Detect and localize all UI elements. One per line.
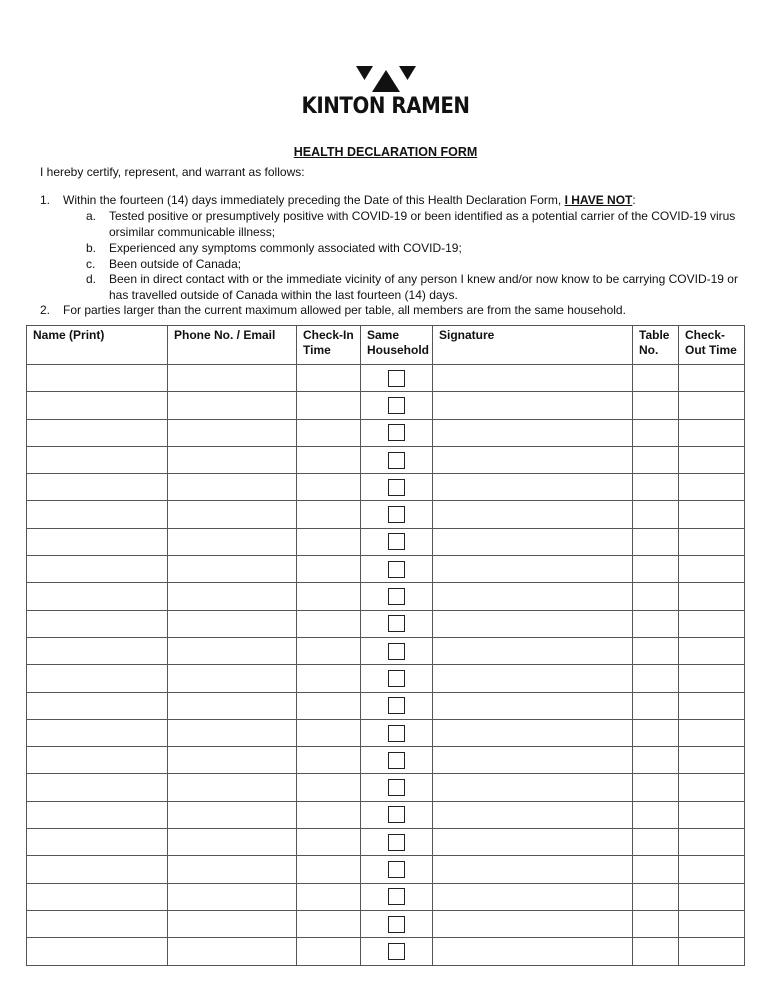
same-household-cell[interactable] — [361, 583, 433, 610]
check-out-cell[interactable] — [679, 938, 745, 965]
phone-email-cell[interactable] — [168, 528, 297, 555]
check-out-cell[interactable] — [679, 719, 745, 746]
same-household-cell[interactable] — [361, 747, 433, 774]
signature-cell[interactable] — [433, 474, 633, 501]
check-in-cell[interactable] — [297, 583, 361, 610]
same-household-checkbox[interactable] — [388, 615, 405, 632]
table-row — [27, 774, 745, 801]
table-no-cell[interactable] — [633, 856, 679, 883]
kinton-logo-icon — [0, 66, 771, 92]
signature-cell[interactable] — [433, 556, 633, 583]
same-household-cell[interactable] — [361, 856, 433, 883]
same-household-cell[interactable] — [361, 774, 433, 801]
subitem-d-line-1: Been in direct contact with or the immediate vicinity of any person I knew and/or now know to be carrying COVID-19 or — [109, 272, 738, 286]
check-in-cell[interactable] — [297, 474, 361, 501]
name-cell[interactable] — [27, 938, 168, 965]
same-household-cell[interactable] — [361, 556, 433, 583]
table-no-cell[interactable] — [633, 938, 679, 965]
item-2-text: For parties larger than the current maximum allowed per table, all members are from the same household. — [63, 303, 626, 317]
table-body — [27, 365, 745, 966]
name-cell[interactable] — [27, 719, 168, 746]
check-out-cell[interactable] — [679, 637, 745, 664]
phone-email-cell[interactable] — [168, 556, 297, 583]
header-check-out-time: Check- Out Time — [679, 326, 745, 365]
table-row — [27, 583, 745, 610]
phone-email-cell[interactable] — [168, 365, 297, 392]
check-in-cell[interactable] — [297, 501, 361, 528]
table-no-cell[interactable] — [633, 910, 679, 937]
phone-email-cell[interactable] — [168, 801, 297, 828]
item-1-emphasis: I HAVE NOT — [564, 193, 633, 207]
table-row — [27, 528, 745, 555]
phone-email-cell[interactable] — [168, 856, 297, 883]
name-cell[interactable] — [27, 692, 168, 719]
name-cell[interactable] — [27, 583, 168, 610]
check-out-cell[interactable] — [679, 801, 745, 828]
check-out-cell[interactable] — [679, 774, 745, 801]
signature-cell[interactable] — [433, 610, 633, 637]
intro-text: I hereby certify, represent, and warrant as follows: — [40, 165, 305, 179]
check-in-cell[interactable] — [297, 637, 361, 664]
table-row — [27, 392, 745, 419]
check-in-cell[interactable] — [297, 856, 361, 883]
same-household-checkbox[interactable] — [388, 779, 405, 796]
same-household-cell[interactable] — [361, 474, 433, 501]
same-household-checkbox[interactable] — [388, 725, 405, 742]
signature-cell[interactable] — [433, 883, 633, 910]
header-table-no: Table No. — [633, 326, 679, 365]
name-cell[interactable] — [27, 829, 168, 856]
signature-cell[interactable] — [433, 665, 633, 692]
table-row — [27, 556, 745, 583]
phone-email-cell[interactable] — [168, 665, 297, 692]
same-household-cell[interactable] — [361, 501, 433, 528]
check-out-cell[interactable] — [679, 474, 745, 501]
check-in-cell[interactable] — [297, 528, 361, 555]
table-row — [27, 419, 745, 446]
item-1-number: 1. — [40, 193, 51, 207]
check-out-cell[interactable] — [679, 665, 745, 692]
same-household-checkbox[interactable] — [388, 697, 405, 714]
phone-email-cell[interactable] — [168, 610, 297, 637]
phone-email-cell[interactable] — [168, 419, 297, 446]
table-no-cell[interactable] — [633, 446, 679, 473]
signature-cell[interactable] — [433, 938, 633, 965]
table-no-cell[interactable] — [633, 501, 679, 528]
item-1-text: Within the fourteen (14) days immediately preceding the Date of this Health Declaration Form, I HAVE NOT: — [63, 193, 636, 207]
subitem-c-line-1: Been outside of Canada; — [109, 257, 242, 271]
check-in-cell[interactable] — [297, 747, 361, 774]
signature-cell[interactable] — [433, 501, 633, 528]
subitem-d-letter: d. — [86, 272, 97, 286]
table-row — [27, 801, 745, 828]
check-out-cell[interactable] — [679, 583, 745, 610]
check-in-cell[interactable] — [297, 938, 361, 965]
name-cell[interactable] — [27, 365, 168, 392]
same-household-cell[interactable] — [361, 801, 433, 828]
check-out-cell[interactable] — [679, 528, 745, 555]
same-household-cell[interactable] — [361, 637, 433, 664]
phone-email-cell[interactable] — [168, 747, 297, 774]
check-out-cell[interactable] — [679, 419, 745, 446]
header-signature: Signature — [433, 326, 633, 365]
table-row — [27, 938, 745, 965]
same-household-checkbox[interactable] — [388, 561, 405, 578]
name-cell[interactable] — [27, 665, 168, 692]
signature-cell[interactable] — [433, 637, 633, 664]
same-household-checkbox[interactable] — [388, 916, 405, 933]
name-cell[interactable] — [27, 801, 168, 828]
signature-cell[interactable] — [433, 910, 633, 937]
same-household-cell[interactable] — [361, 692, 433, 719]
signature-cell[interactable] — [433, 856, 633, 883]
name-cell[interactable] — [27, 856, 168, 883]
table-row — [27, 856, 745, 883]
same-household-cell[interactable] — [361, 829, 433, 856]
same-household-checkbox[interactable] — [388, 588, 405, 605]
table-no-cell[interactable] — [633, 719, 679, 746]
check-in-cell[interactable] — [297, 883, 361, 910]
same-household-cell[interactable] — [361, 610, 433, 637]
table-no-cell[interactable] — [633, 747, 679, 774]
same-household-checkbox[interactable] — [388, 888, 405, 905]
same-household-checkbox[interactable] — [388, 424, 405, 441]
phone-email-cell[interactable] — [168, 719, 297, 746]
table-no-cell[interactable] — [633, 610, 679, 637]
subitem-a-line-1: Tested positive or presumptively positive with COVID-19 or been identified as a potential carrier of the COVID-19 virus — [109, 209, 736, 223]
check-out-cell[interactable] — [679, 829, 745, 856]
phone-email-cell[interactable] — [168, 829, 297, 856]
same-household-checkbox[interactable] — [388, 752, 405, 769]
check-in-cell[interactable] — [297, 365, 361, 392]
header-name: Name (Print) — [27, 326, 168, 365]
header-same-household: Same Household — [361, 326, 433, 365]
subitem-b-line-1: Experienced any symptoms commonly associated with COVID-19; — [109, 241, 462, 255]
check-in-cell[interactable] — [297, 910, 361, 937]
table-row — [27, 883, 745, 910]
form-title: HEALTH DECLARATION FORM — [293, 145, 478, 159]
same-household-checkbox[interactable] — [388, 397, 405, 414]
check-out-cell[interactable] — [679, 365, 745, 392]
table-no-cell[interactable] — [633, 883, 679, 910]
same-household-checkbox[interactable] — [388, 861, 405, 878]
signature-cell[interactable] — [433, 528, 633, 555]
table-no-cell[interactable] — [633, 528, 679, 555]
check-out-cell[interactable] — [679, 856, 745, 883]
table-no-cell[interactable] — [633, 801, 679, 828]
check-out-cell[interactable] — [679, 446, 745, 473]
subitem-a-letter: a. — [86, 209, 97, 223]
table-no-cell[interactable] — [633, 665, 679, 692]
signature-cell[interactable] — [433, 583, 633, 610]
signature-cell[interactable] — [433, 829, 633, 856]
phone-email-cell[interactable] — [168, 474, 297, 501]
name-cell[interactable] — [27, 910, 168, 937]
same-household-cell[interactable] — [361, 910, 433, 937]
check-out-cell[interactable] — [679, 883, 745, 910]
table-row — [27, 692, 745, 719]
table-row — [27, 665, 745, 692]
same-household-checkbox[interactable] — [388, 806, 405, 823]
header-phone-email: Phone No. / Email — [168, 326, 297, 365]
name-cell[interactable] — [27, 883, 168, 910]
same-household-cell[interactable] — [361, 365, 433, 392]
check-in-cell[interactable] — [297, 692, 361, 719]
name-cell[interactable] — [27, 474, 168, 501]
check-in-cell[interactable] — [297, 774, 361, 801]
table-header-row — [27, 326, 745, 365]
phone-email-cell[interactable] — [168, 501, 297, 528]
check-out-cell[interactable] — [679, 692, 745, 719]
check-in-cell[interactable] — [297, 556, 361, 583]
check-in-cell[interactable] — [297, 719, 361, 746]
same-household-checkbox[interactable] — [388, 943, 405, 960]
signature-cell[interactable] — [433, 719, 633, 746]
table-no-cell[interactable] — [633, 365, 679, 392]
check-in-cell[interactable] — [297, 446, 361, 473]
name-cell[interactable] — [27, 637, 168, 664]
phone-email-cell[interactable] — [168, 692, 297, 719]
signature-cell[interactable] — [433, 365, 633, 392]
name-cell[interactable] — [27, 446, 168, 473]
table-no-cell[interactable] — [633, 637, 679, 664]
name-cell[interactable] — [27, 392, 168, 419]
check-in-cell[interactable] — [297, 801, 361, 828]
subitem-a-line-2: orsimilar communicable illness; — [109, 225, 276, 239]
same-household-checkbox[interactable] — [388, 452, 405, 469]
signature-cell[interactable] — [433, 801, 633, 828]
header-check-in-time: Check-In Time — [297, 326, 361, 365]
subitem-c-letter: c. — [86, 257, 96, 271]
signature-cell[interactable] — [433, 747, 633, 774]
item-2-number: 2. — [40, 303, 51, 317]
same-household-checkbox[interactable] — [388, 370, 405, 387]
subitem-b-letter: b. — [86, 241, 97, 255]
signature-cell[interactable] — [433, 774, 633, 801]
name-cell[interactable] — [27, 556, 168, 583]
table-row — [27, 474, 745, 501]
same-household-cell[interactable] — [361, 719, 433, 746]
brand-name: KINTON RAMEN — [301, 94, 470, 119]
table-row — [27, 365, 745, 392]
phone-email-cell[interactable] — [168, 583, 297, 610]
check-out-cell[interactable] — [679, 392, 745, 419]
table-row — [27, 747, 745, 774]
name-cell[interactable] — [27, 774, 168, 801]
same-household-checkbox[interactable] — [388, 643, 405, 660]
check-out-cell[interactable] — [679, 501, 745, 528]
same-household-cell[interactable] — [361, 528, 433, 555]
signature-cell[interactable] — [433, 392, 633, 419]
same-household-checkbox[interactable] — [388, 533, 405, 550]
phone-email-cell[interactable] — [168, 910, 297, 937]
table-row — [27, 829, 745, 856]
table-no-cell[interactable] — [633, 692, 679, 719]
same-household-checkbox[interactable] — [388, 479, 405, 496]
table-no-cell[interactable] — [633, 474, 679, 501]
check-in-cell[interactable] — [297, 419, 361, 446]
check-in-cell[interactable] — [297, 665, 361, 692]
check-out-cell[interactable] — [679, 910, 745, 937]
same-household-cell[interactable] — [361, 665, 433, 692]
signature-cell[interactable] — [433, 446, 633, 473]
name-cell[interactable] — [27, 528, 168, 555]
check-in-cell[interactable] — [297, 610, 361, 637]
table-no-cell[interactable] — [633, 583, 679, 610]
same-household-cell[interactable] — [361, 938, 433, 965]
same-household-cell[interactable] — [361, 883, 433, 910]
check-in-cell[interactable] — [297, 829, 361, 856]
same-household-cell[interactable] — [361, 446, 433, 473]
declaration-log-table — [26, 325, 745, 966]
phone-email-cell[interactable] — [168, 446, 297, 473]
phone-email-cell[interactable] — [168, 938, 297, 965]
phone-email-cell[interactable] — [168, 637, 297, 664]
name-cell[interactable] — [27, 610, 168, 637]
table-row — [27, 637, 745, 664]
same-household-checkbox[interactable] — [388, 506, 405, 523]
table-row — [27, 719, 745, 746]
table-row — [27, 501, 745, 528]
table-no-cell[interactable] — [633, 829, 679, 856]
check-in-cell[interactable] — [297, 392, 361, 419]
check-out-cell[interactable] — [679, 556, 745, 583]
phone-email-cell[interactable] — [168, 774, 297, 801]
phone-email-cell[interactable] — [168, 883, 297, 910]
phone-email-cell[interactable] — [168, 392, 297, 419]
check-out-cell[interactable] — [679, 610, 745, 637]
table-no-cell[interactable] — [633, 392, 679, 419]
same-household-cell[interactable] — [361, 419, 433, 446]
table-row — [27, 446, 745, 473]
table-no-cell[interactable] — [633, 556, 679, 583]
name-cell[interactable] — [27, 419, 168, 446]
signature-cell[interactable] — [433, 692, 633, 719]
name-cell[interactable] — [27, 747, 168, 774]
check-out-cell[interactable] — [679, 747, 745, 774]
same-household-checkbox[interactable] — [388, 670, 405, 687]
table-no-cell[interactable] — [633, 419, 679, 446]
signature-cell[interactable] — [433, 419, 633, 446]
table-row — [27, 910, 745, 937]
same-household-cell[interactable] — [361, 392, 433, 419]
table-row — [27, 610, 745, 637]
same-household-checkbox[interactable] — [388, 834, 405, 851]
subitem-d-line-2: has travelled outside of Canada within the last fourteen (14) days. — [109, 288, 458, 302]
name-cell[interactable] — [27, 501, 168, 528]
table-no-cell[interactable] — [633, 774, 679, 801]
